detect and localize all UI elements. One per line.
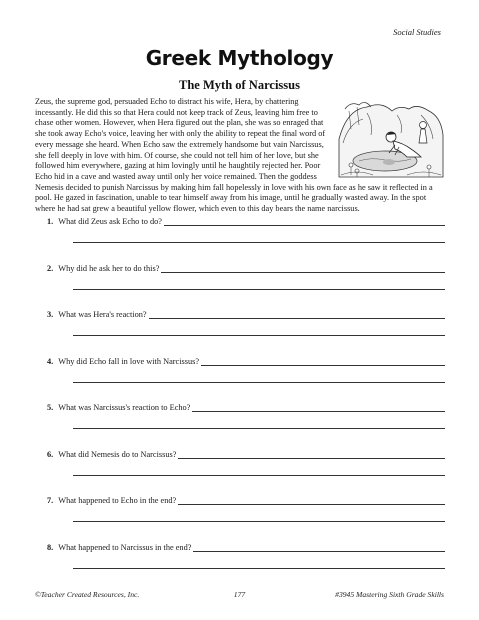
page-number: 177 — [233, 590, 246, 599]
copyright-text: ©Teacher Created Resources, Inc. — [35, 590, 140, 599]
answer-line[interactable] — [193, 541, 445, 552]
answer-line[interactable] — [73, 289, 445, 290]
answer-line[interactable] — [73, 521, 445, 522]
question-item — [35, 212, 445, 259]
answer-line[interactable] — [161, 262, 445, 273]
question-text: What happened to Narcissus in the end? — [58, 542, 192, 552]
answer-line[interactable] — [73, 242, 445, 243]
answer-line[interactable] — [149, 308, 445, 319]
question-number: 8. — [47, 542, 54, 552]
question-item — [35, 305, 445, 352]
question-text: What did Nemesis do to Narcissus? — [58, 449, 177, 459]
question-number: 6. — [47, 449, 54, 459]
question-item — [35, 491, 445, 538]
answer-line[interactable] — [73, 475, 445, 476]
answer-line[interactable] — [73, 568, 445, 569]
story-passage — [35, 97, 445, 215]
question-text: What was Hera's reaction? — [58, 310, 147, 319]
question-text: What happened to Echo in the end? — [58, 496, 177, 505]
question-number: 3. — [47, 310, 54, 319]
question-item — [35, 445, 445, 492]
question-number: 5. — [47, 403, 54, 412]
question-number: 4. — [47, 356, 54, 366]
answer-line[interactable] — [164, 215, 445, 226]
question-text: Why did Echo fall in love with Narcissus? — [58, 356, 200, 366]
answer-line[interactable] — [73, 382, 445, 383]
question-number: 7. — [47, 496, 54, 505]
story-text: Zeus, the supreme god, persuaded Echo to distract his wife, Hera, by chattering incessantly. He did this so that Hera could not keep track of Zeus, leaving him free to chase other women. However, when Hera figured out the plan, she was so enraged that she took away Echo's voice, leaving her with only the ability to repeat the final word of every message she heard. When Echo saw the extremely handsome but vain Narcissus, she fell deeply in love with him. Of course, she could not tell him of her love, but she followed him everywhere, gazing at him lovingly until he haughtily rejected her. Poor Echo hid in a cave and wasted away until only her voice remained. Then the goddess Nemesis decided to punish Narcissus by making him fall hopelessly in love with his own face as he saw it reflected in a pool. He gazed in fascination, unable to tear himself away from his image, until he gradually wasted away. In the spot where he had sat grew a beautiful yellow flower, which even to this day bears the name narcissus. — [35, 97, 433, 214]
narcissus-at-pool-illustration — [337, 99, 445, 179]
book-title: #3945 Mastering Sixth Grade Skills — [335, 590, 444, 599]
answer-line[interactable] — [192, 401, 445, 412]
answer-line[interactable] — [178, 494, 445, 505]
question-number: 1. — [47, 217, 54, 226]
question-text: Why did he ask her to do this? — [58, 263, 160, 273]
answer-line[interactable] — [201, 355, 445, 366]
answer-line[interactable] — [73, 335, 445, 336]
question-text: What did Zeus ask Echo to do? — [58, 217, 162, 226]
answer-line[interactable] — [73, 428, 445, 429]
page-title: Greek Mythology — [145, 46, 334, 70]
question-text: What was Narcissus's reaction to Echo? — [58, 403, 191, 412]
question-item — [35, 259, 445, 306]
question-list — [35, 212, 445, 584]
question-item — [35, 538, 445, 585]
story-subtitle: The Myth of Narcissus — [179, 78, 300, 92]
question-number: 2. — [47, 263, 54, 273]
question-item — [35, 352, 445, 399]
subject-label: Social Studies — [393, 27, 441, 37]
question-item — [35, 398, 445, 445]
answer-line[interactable] — [178, 448, 445, 459]
